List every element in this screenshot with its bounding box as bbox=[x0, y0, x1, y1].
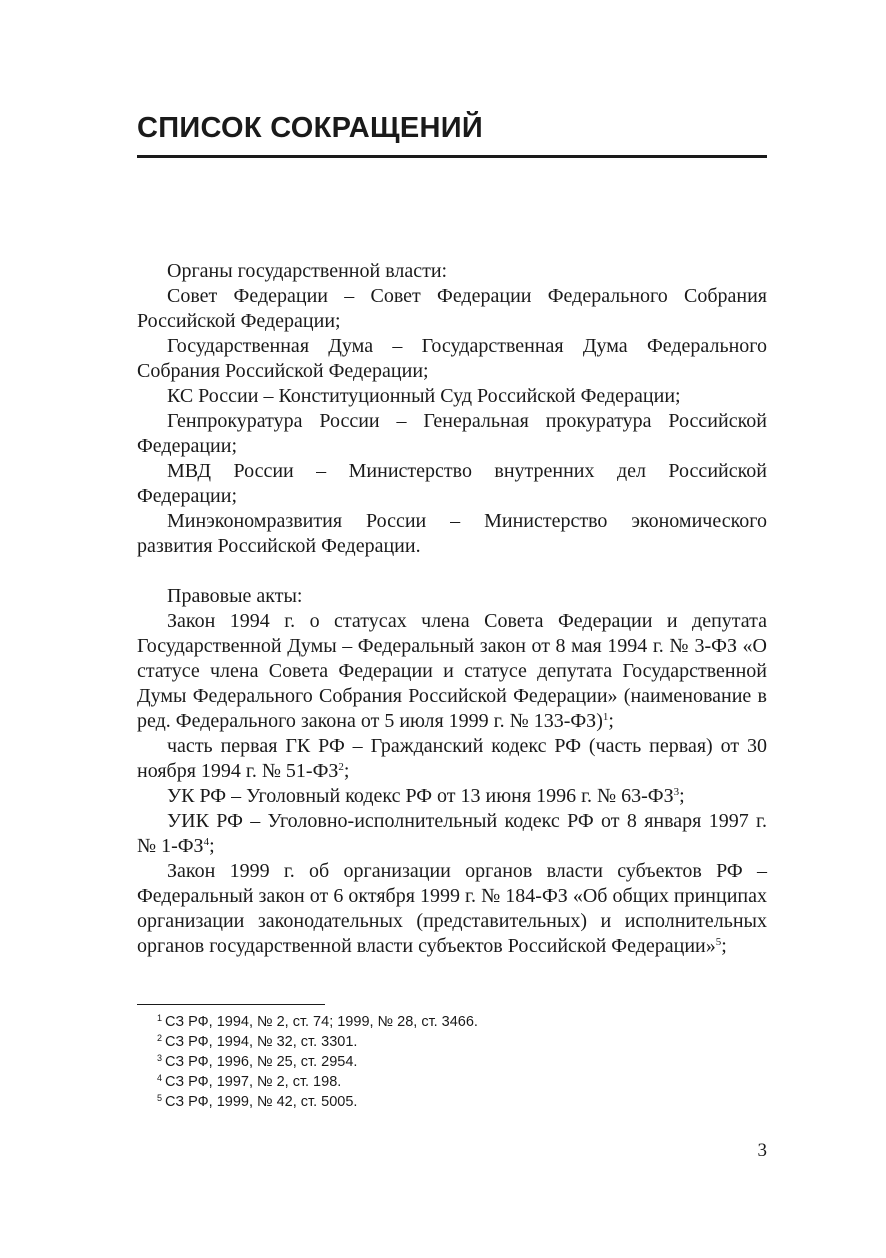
abbreviation-entry bbox=[137, 859, 767, 959]
section-label-state-bodies: Органы государственной власти: bbox=[167, 260, 448, 282]
section-label-legal-acts: Правовые акты: bbox=[167, 585, 303, 607]
abbreviation-entry: КС России – Конституционный Суд Российской Федерации; bbox=[167, 385, 681, 407]
title-underline bbox=[137, 155, 767, 158]
entry-text: Закон 1999 г. об организации органов власти субъектов РФ – Федеральный закон от 6 октября 1999 г. № 184-ФЗ «Об общих принципах организации законодательных (представительных) и исполнительных органов государственной власти субъектов Российской Федерации» bbox=[137, 860, 767, 957]
abbreviation-entry bbox=[137, 609, 767, 734]
entry-punct: ; bbox=[679, 785, 685, 807]
footnote-ref[interactable]: 2 bbox=[338, 761, 344, 773]
page-number: 3 bbox=[757, 1140, 767, 1161]
footnote-text: СЗ РФ, 1997, № 2, ст. 198. bbox=[165, 1074, 342, 1090]
footnote-item bbox=[157, 1012, 757, 1032]
abbreviation-entry bbox=[137, 809, 767, 859]
entry-punct: ; bbox=[608, 710, 614, 732]
footnote-text: СЗ РФ, 1996, № 25, ст. 2954. bbox=[165, 1054, 358, 1070]
entry-text: УК РФ – Уголовный кодекс РФ от 13 июня 1996 г. № 63-ФЗ bbox=[167, 785, 674, 807]
entry-punct: ; bbox=[343, 760, 350, 782]
footnote-item bbox=[157, 1092, 757, 1112]
footnote-item bbox=[157, 1072, 757, 1092]
footnote-ref[interactable]: 4 bbox=[203, 836, 210, 848]
footnote-item bbox=[157, 1032, 757, 1052]
abbreviation-entry bbox=[137, 734, 767, 784]
abbreviation-entry: Совет Федерации – Совет Федерации Федерального Собрания Российской Федерации; bbox=[137, 285, 767, 332]
footnote-mark: 4 bbox=[157, 1073, 163, 1083]
footnote-item bbox=[157, 1052, 757, 1072]
abbreviation-entry: Государственная Дума – Государственная Дума Федерального Собрания Российской Федерации; bbox=[137, 335, 767, 382]
footnote-ref[interactable]: 5 bbox=[715, 936, 722, 948]
entry-text: Закон 1994 г. о статусах члена Совета Федерации и депутата Государственной Думы – Федеральный закон от 8 мая 1994 г. № 3-ФЗ «О статусе члена Совета Федерации и статусе депутата Государственной Думы Федерального Собрания Российской Федерации» (наименование в ред. Федерального закона от 5 июля 1999 г. № 133-ФЗ) bbox=[137, 610, 767, 732]
page-title: СПИСОК СОКРАЩЕНИЙ bbox=[137, 112, 484, 144]
entry-text: УИК РФ – Уголовно-исполнительный кодекс РФ от 8 января 1997 г. № 1-ФЗ bbox=[137, 810, 767, 857]
footnote-text: СЗ РФ, 1994, № 32, ст. 3301. bbox=[165, 1034, 358, 1050]
entry-text: часть первая ГК РФ – Гражданский кодекс РФ (часть первая) от 30 ноября 1994 г. № 51-ФЗ bbox=[137, 735, 767, 782]
entry-punct: ; bbox=[209, 835, 215, 857]
footnote-mark: 3 bbox=[157, 1053, 163, 1063]
footnote-mark: 2 bbox=[157, 1033, 163, 1043]
abbreviation-entry: Минэкономразвития России – Министерство экономического развития Российской Федерации. bbox=[137, 510, 767, 557]
footnote-separator bbox=[137, 1004, 325, 1005]
abbreviation-entry bbox=[137, 784, 767, 809]
footnote-mark: 5 bbox=[157, 1093, 163, 1103]
footnote-text: СЗ РФ, 1994, № 2, ст. 74; 1999, № 28, ст. 3466. bbox=[165, 1014, 478, 1030]
footnotes bbox=[157, 1012, 757, 1112]
abbreviation-entry: МВД России – Министерство внутренних дел Российской Федерации; bbox=[137, 460, 767, 507]
footnote-mark: 1 bbox=[157, 1013, 163, 1023]
footnote-text: СЗ РФ, 1999, № 42, ст. 5005. bbox=[165, 1094, 358, 1110]
footnote-ref[interactable]: 1 bbox=[602, 711, 609, 723]
entry-punct: ; bbox=[721, 935, 727, 957]
abbreviation-entry: Генпрокуратура России – Генеральная прокуратура Российской Федерации; bbox=[137, 410, 767, 457]
abbreviations-body bbox=[137, 259, 767, 959]
footnote-ref[interactable]: 3 bbox=[673, 786, 680, 798]
